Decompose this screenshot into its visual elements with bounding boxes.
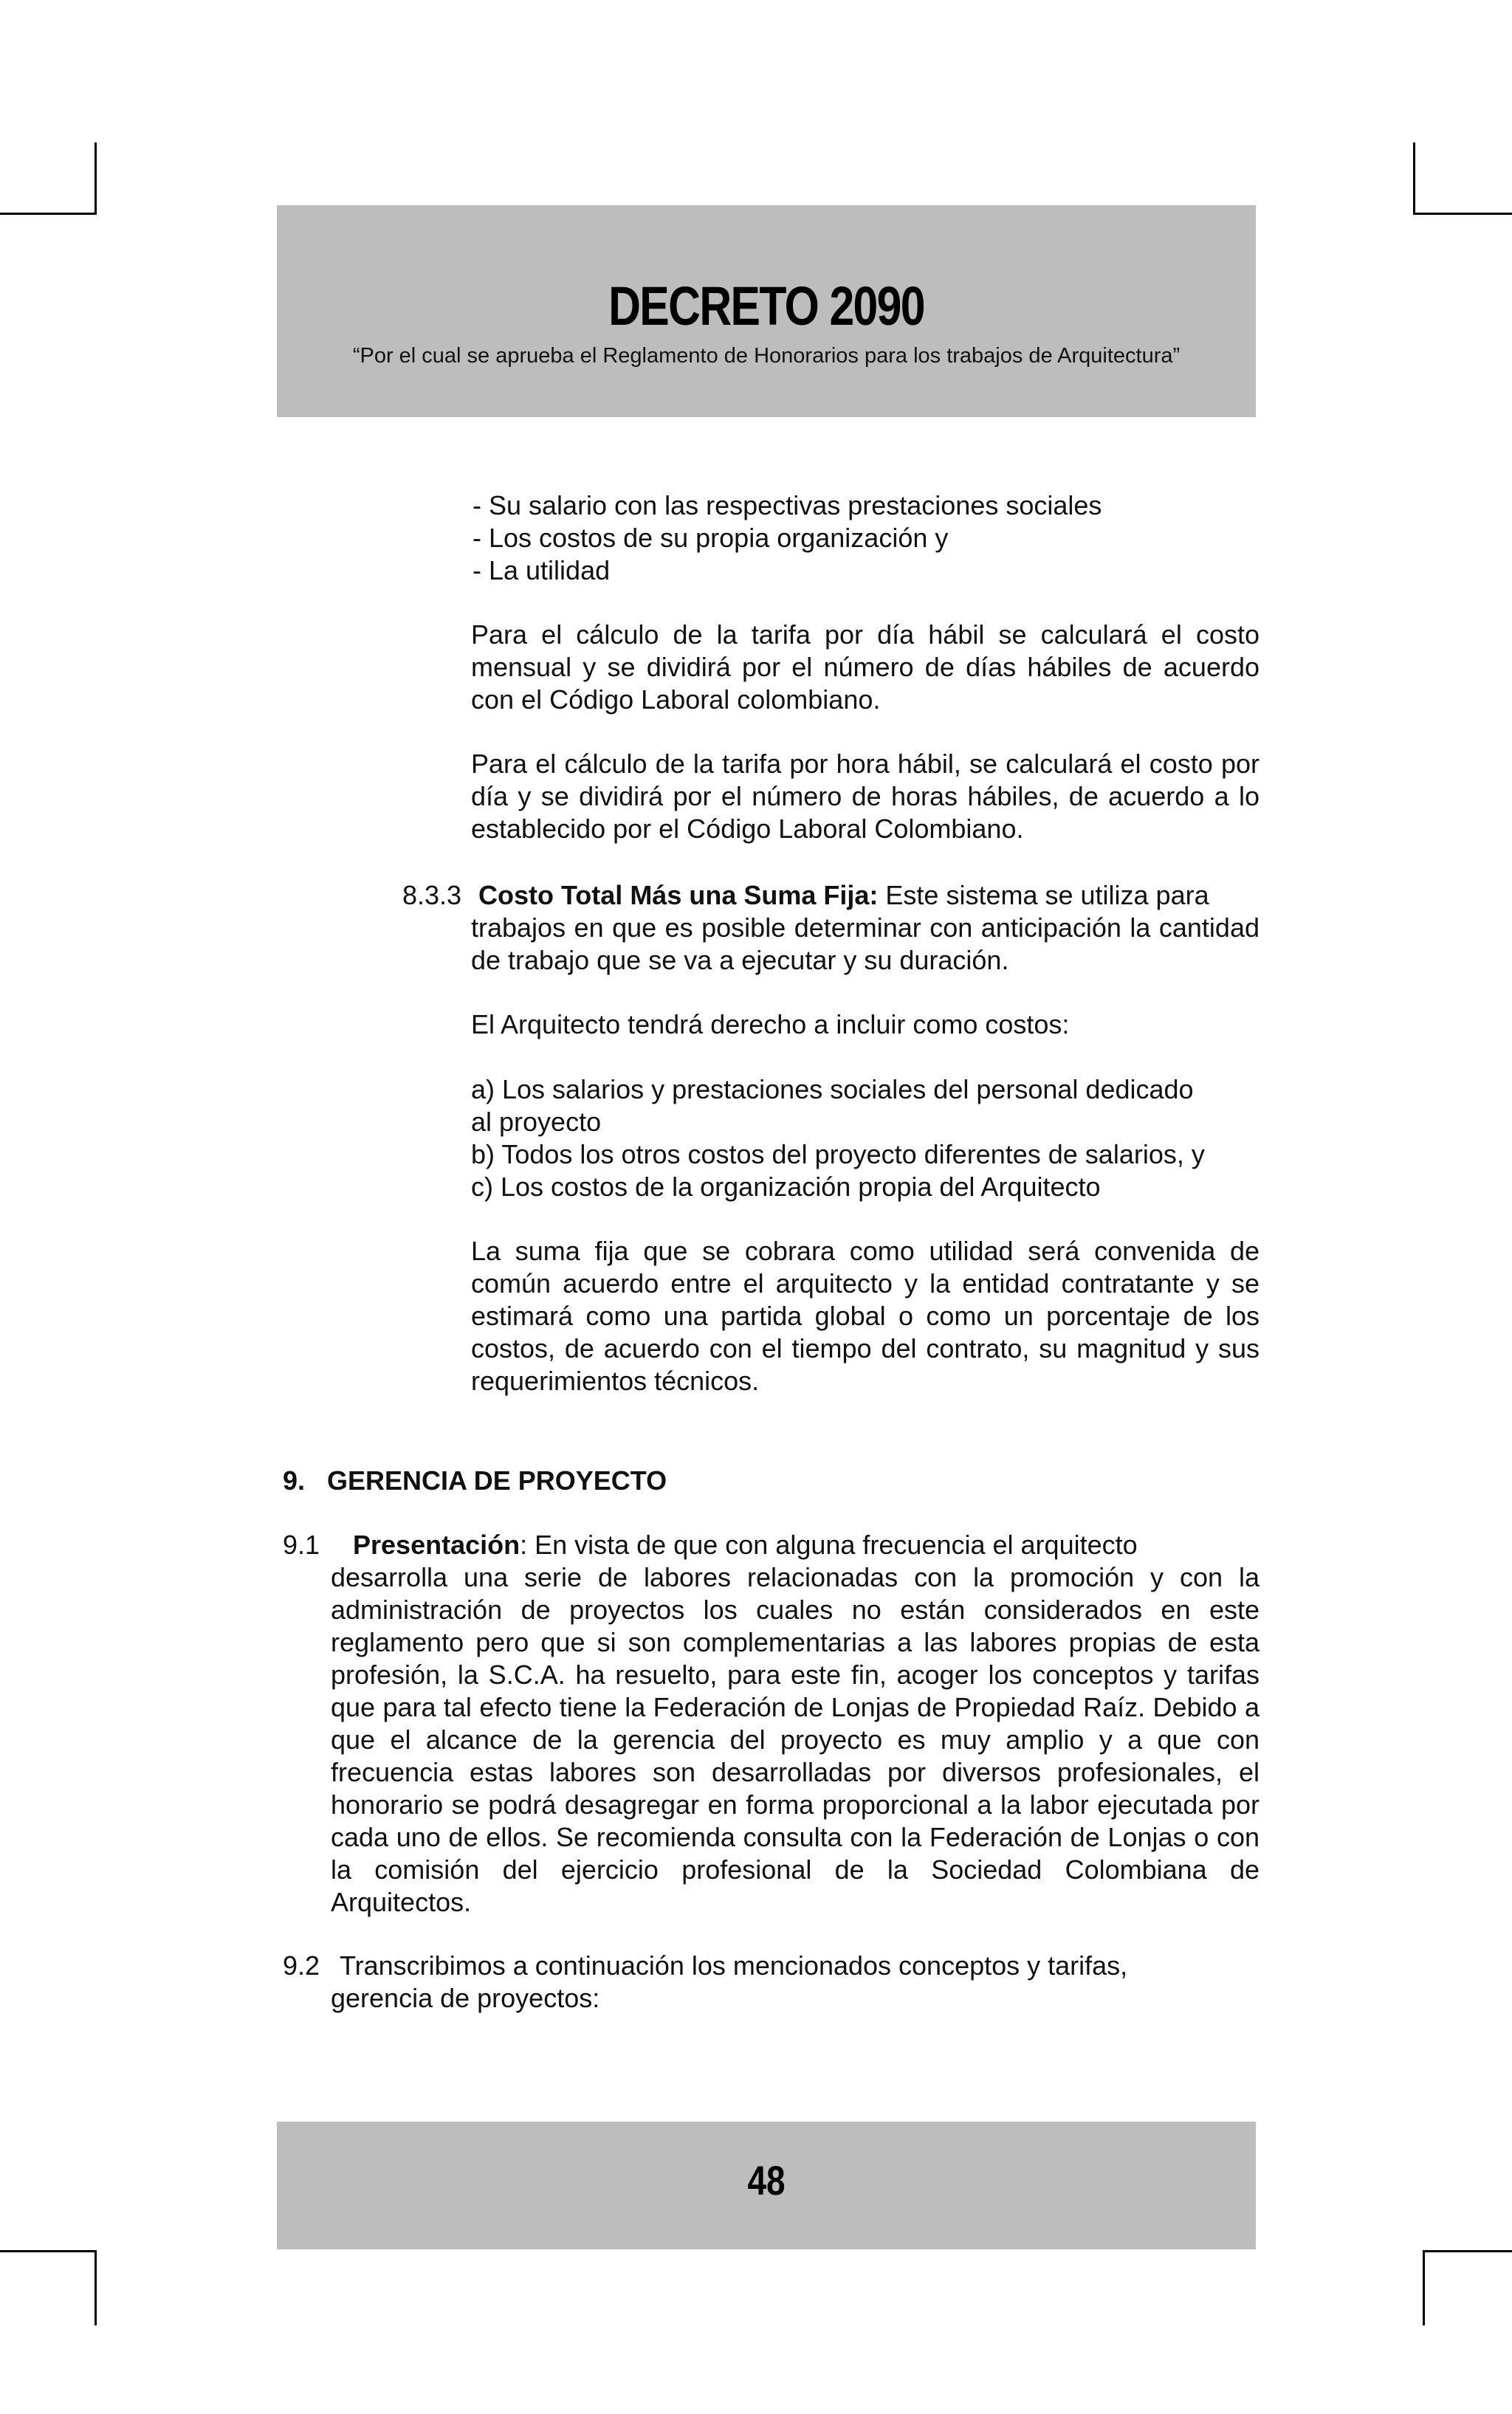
bullet-item: - Los costos de su propia organización y (472, 523, 949, 553)
section-number: 9.2 (283, 1950, 320, 1981)
paragraph-costos-intro: El Arquitecto tendrá derecho a incluir como costos: (471, 1009, 1070, 1039)
section-92-second-line: gerencia de proyectos: (331, 1983, 600, 2013)
crop-mark-top-right-horizontal (1413, 213, 1512, 215)
paragraph-tarifa-dia: Para el cálculo de la tarifa por día hábil se calculará el costo mensual y se dividirá por el número de días hábiles de acuerdo con el Código Laboral colombiano. (471, 619, 1260, 715)
section-91-first-line (353, 1529, 1260, 1561)
crop-mark-bottom-right-horizontal (1423, 2250, 1512, 2252)
document-title: DECRETO 2090 (608, 275, 924, 337)
paragraph-tarifa-hora: Para el cálculo de la tarifa por hora hábil, se calculará el costo por día y se dividirá por el número de horas hábiles, de acuerdo a lo establecido por el Código Laboral Colombiano. (471, 749, 1260, 844)
section-heading: Costo Total Más una Suma Fija: (478, 880, 879, 910)
bullet-item: - Su salario con las respectivas prestaciones sociales (472, 490, 1102, 520)
section-833-body: trabajos en que es posible determinar con anticipación la cantidad de trabajo que se va a ejecutar y su duración. (471, 912, 1260, 975)
crop-mark-top-left-horizontal (0, 213, 97, 215)
section-833-first-line (478, 879, 1260, 912)
list-item: al proyecto (471, 1107, 602, 1137)
list-item: b) Todos los otros costos del proyecto diferentes de salarios, y (471, 1139, 1205, 1169)
section-heading: 9. GERENCIA DE PROYECTO (283, 1465, 667, 1496)
list-item: c) Los costos de la organización propia del Arquitecto (471, 1172, 1101, 1202)
footer-band (277, 2122, 1256, 2249)
crop-mark-top-right-vertical (1413, 142, 1415, 214)
crop-mark-top-left-vertical (94, 142, 97, 214)
crop-mark-bottom-left-horizontal (0, 2250, 97, 2252)
section-number: 9.1 (283, 1530, 320, 1560)
section-text: Este sistema se utiliza para (885, 880, 1209, 910)
bullet-item: - La utilidad (472, 555, 611, 585)
document-subtitle: “Por el cual se aprueba el Reglamento de Honorarios para los trabajos de Arquitectura” (352, 344, 1181, 368)
section-91-body: desarrolla una serie de labores relacionadas con la promoción y con la administración de proyectos los cuales no están considerados en este reglamento pero que si son complementarias a las labores propias de esta profesión, la S.C.A. ha resuelto, para este fin, acoger los conceptos y tarifas que para tal efecto tiene la Federación de Lonjas de Propiedad Raíz. Debido a que el alcance de la gerencia del proyecto es muy amplio y a que con frecuencia estas labores son desarrolladas por diversos profesionales, el honorario se podrá desagregar en forma proporcional a la labor ejecutada por cada uno de ellos. Se recomienda consulta con la Federación de Lonjas o con la comisión del ejercicio profesional de la Sociedad Colombiana de Arquitectos. (331, 1562, 1260, 1917)
section-number: 8.3.3 (402, 880, 462, 910)
paragraph-suma-fija: La suma fija que se cobrara como utilidad será convenida de común acuerdo entre el arquitecto y la entidad contratante y se estimará como una partida global o como un porcentaje de los costos, de acuerdo con el tiempo del contrato, su magnitud y sus requerimientos técnicos. (471, 1236, 1260, 1396)
crop-mark-bottom-right-vertical (1423, 2250, 1425, 2325)
list-item: a) Los salarios y prestaciones sociales del personal dedicado (471, 1074, 1194, 1104)
crop-mark-bottom-left-vertical (94, 2250, 97, 2325)
section-92-first-line: Transcribimos a continuación los mencionados conceptos y tarifas, (340, 1950, 1128, 1981)
page-number: 48 (747, 2157, 786, 2204)
section-heading: Presentación (353, 1530, 520, 1560)
section-text: : En vista de que con alguna frecuencia el arquitecto (520, 1530, 1138, 1560)
header-band (277, 205, 1256, 417)
